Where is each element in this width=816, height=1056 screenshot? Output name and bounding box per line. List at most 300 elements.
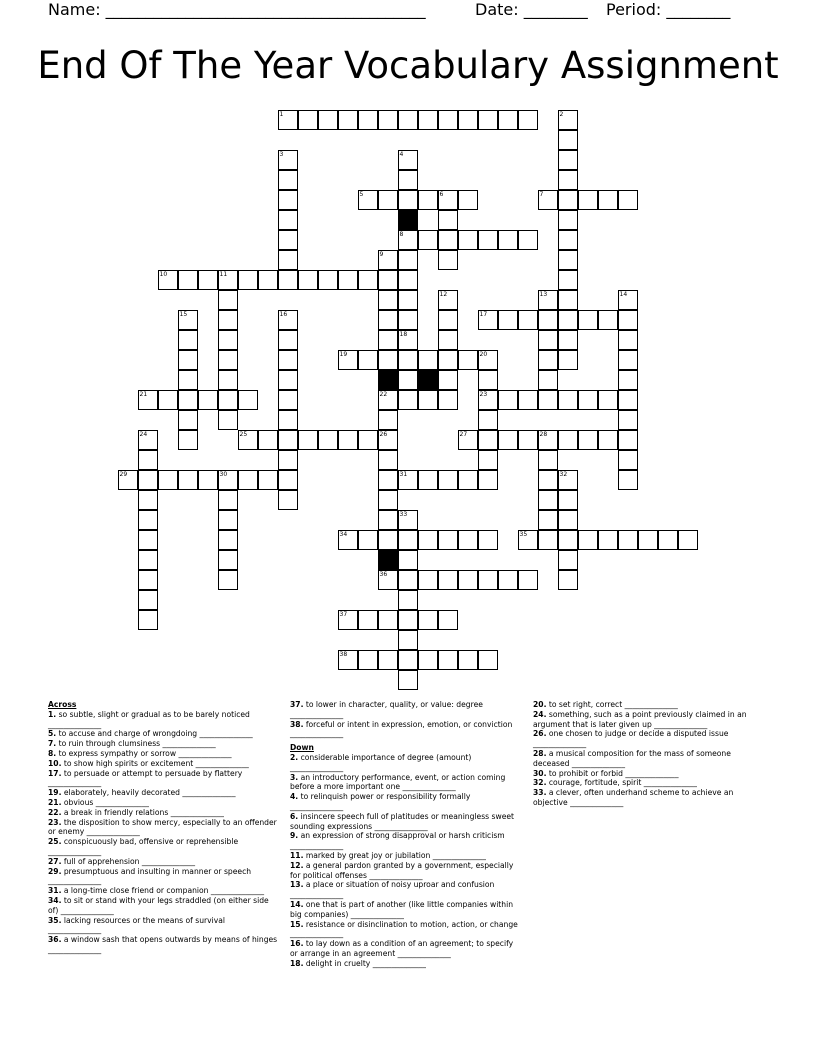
- grid-cell[interactable]: [378, 490, 398, 510]
- grid-cell[interactable]: [218, 470, 238, 490]
- grid-cell[interactable]: [238, 270, 258, 290]
- grid-cell[interactable]: [578, 430, 598, 450]
- grid-cell[interactable]: [538, 450, 558, 470]
- grid-cell[interactable]: [318, 270, 338, 290]
- grid-cell[interactable]: [558, 530, 578, 550]
- grid-cell[interactable]: [178, 370, 198, 390]
- grid-cell[interactable]: [678, 530, 698, 550]
- grid-cell[interactable]: [218, 370, 238, 390]
- grid-cell[interactable]: [418, 190, 438, 210]
- grid-cell[interactable]: [298, 430, 318, 450]
- grid-cell[interactable]: [138, 430, 158, 450]
- grid-cell[interactable]: [278, 450, 298, 470]
- grid-cell[interactable]: [218, 570, 238, 590]
- grid-cell[interactable]: [218, 550, 238, 570]
- grid-cell[interactable]: [138, 590, 158, 610]
- grid-cell[interactable]: [138, 470, 158, 490]
- grid-cell[interactable]: [378, 510, 398, 530]
- grid-cell[interactable]: [478, 350, 498, 370]
- grid-cell[interactable]: [278, 170, 298, 190]
- grid-cell[interactable]: [398, 290, 418, 310]
- clue-item: [290, 959, 522, 969]
- grid-cell[interactable]: [438, 290, 458, 310]
- clue-label-number: 31.: [48, 886, 62, 896]
- grid-cell[interactable]: [558, 210, 578, 230]
- grid-cell[interactable]: [478, 310, 498, 330]
- grid-cell[interactable]: [538, 370, 558, 390]
- grid-cell[interactable]: [358, 350, 378, 370]
- grid-cell[interactable]: [438, 230, 458, 250]
- grid-cell[interactable]: [438, 470, 458, 490]
- grid-cell[interactable]: [398, 150, 418, 170]
- grid-cell[interactable]: [438, 370, 458, 390]
- grid-cell[interactable]: [278, 250, 298, 270]
- grid-cell[interactable]: [478, 530, 498, 550]
- grid-cell[interactable]: [558, 430, 578, 450]
- grid-cell[interactable]: [618, 190, 638, 210]
- grid-cell[interactable]: [158, 470, 178, 490]
- grid-cell[interactable]: [158, 390, 178, 410]
- grid-cell[interactable]: [538, 430, 558, 450]
- grid-cell[interactable]: [578, 190, 598, 210]
- grid-cell[interactable]: [418, 530, 438, 550]
- grid-cell[interactable]: [258, 430, 278, 450]
- grid-cell[interactable]: [458, 190, 478, 210]
- clues-column-2: [290, 700, 522, 969]
- grid-cell[interactable]: [558, 350, 578, 370]
- grid-cell[interactable]: [458, 530, 478, 550]
- grid-cell[interactable]: [378, 470, 398, 490]
- grid-cell[interactable]: [498, 110, 518, 130]
- down-heading: Down: [290, 743, 314, 753]
- clue-text: the disposition to show mercy, especially to an offender or enemy ______________: [48, 817, 277, 837]
- grid-cell[interactable]: [438, 610, 458, 630]
- grid-cell[interactable]: [538, 510, 558, 530]
- grid-cell[interactable]: [518, 530, 538, 550]
- grid-cell[interactable]: [498, 570, 518, 590]
- grid-cell[interactable]: [398, 550, 418, 570]
- grid-cell[interactable]: [418, 570, 438, 590]
- grid-cell[interactable]: [618, 330, 638, 350]
- grid-cell[interactable]: [578, 530, 598, 550]
- grid-cell[interactable]: [218, 410, 238, 430]
- clue-label-number: 22.: [48, 807, 62, 817]
- grid-cell[interactable]: [458, 110, 478, 130]
- grid-cell[interactable]: [598, 390, 618, 410]
- grid-cell[interactable]: [618, 450, 638, 470]
- grid-cell[interactable]: [338, 610, 358, 630]
- grid-cell[interactable]: [658, 530, 678, 550]
- grid-cell[interactable]: [318, 110, 338, 130]
- grid-cell[interactable]: [218, 310, 238, 330]
- clue-item: [290, 812, 522, 832]
- grid-cell[interactable]: [378, 390, 398, 410]
- grid-cell[interactable]: [618, 470, 638, 490]
- clue-text: to relinquish power or responsibility formally ______________: [290, 792, 471, 811]
- grid-cell[interactable]: [278, 430, 298, 450]
- grid-cell[interactable]: [558, 170, 578, 190]
- grid-cell[interactable]: [338, 270, 358, 290]
- date-field[interactable]: Date: ________: [475, 0, 588, 19]
- grid-cell[interactable]: [138, 530, 158, 550]
- grid-cell[interactable]: [558, 310, 578, 330]
- clue-number: 21: [139, 390, 148, 398]
- grid-cell[interactable]: [438, 310, 458, 330]
- grid-cell[interactable]: [218, 350, 238, 370]
- clue-text: to express sympathy or sorrow ______________: [56, 748, 232, 758]
- grid-cell[interactable]: [298, 270, 318, 290]
- grid-cell[interactable]: [218, 510, 238, 530]
- grid-cell[interactable]: [398, 630, 418, 650]
- clue-label-number: 1.: [48, 709, 57, 719]
- clue-text: considerable importance of degree (amount) ______________: [290, 752, 472, 772]
- grid-cell[interactable]: [378, 290, 398, 310]
- clue-label-number: 17.: [48, 768, 62, 778]
- grid-cell[interactable]: [418, 650, 438, 670]
- grid-cell[interactable]: [218, 390, 238, 410]
- grid-cell[interactable]: [178, 350, 198, 370]
- grid-cell[interactable]: [438, 530, 458, 550]
- grid-cell[interactable]: [398, 310, 418, 330]
- grid-cell[interactable]: [538, 290, 558, 310]
- grid-cell[interactable]: [478, 390, 498, 410]
- clue-item: [48, 710, 280, 730]
- grid-cell[interactable]: [518, 310, 538, 330]
- grid-cell[interactable]: [358, 530, 378, 550]
- grid-cell[interactable]: [398, 650, 418, 670]
- grid-cell[interactable]: [538, 310, 558, 330]
- grid-cell[interactable]: [458, 230, 478, 250]
- grid-cell[interactable]: [438, 110, 458, 130]
- grid-cell[interactable]: [618, 430, 638, 450]
- grid-cell[interactable]: [478, 430, 498, 450]
- grid-cell[interactable]: [618, 290, 638, 310]
- grid-cell[interactable]: [418, 110, 438, 130]
- clue-number: 9: [379, 250, 384, 258]
- grid-cell[interactable]: [398, 230, 418, 250]
- grid-cell[interactable]: [258, 470, 278, 490]
- grid-cell[interactable]: [538, 530, 558, 550]
- clue-number: 27: [459, 430, 468, 438]
- grid-cell[interactable]: [178, 470, 198, 490]
- grid-cell[interactable]: [358, 650, 378, 670]
- clue-text: lacking resources or the means of survival ______________: [48, 915, 226, 935]
- grid-cell[interactable]: [218, 270, 238, 290]
- clue-item: [48, 886, 280, 896]
- grid-cell[interactable]: [178, 410, 198, 430]
- grid-cell[interactable]: [458, 570, 478, 590]
- grid-cell[interactable]: [538, 330, 558, 350]
- period-field[interactable]: Period: ________: [606, 0, 731, 19]
- grid-cell[interactable]: [378, 250, 398, 270]
- grid-cell[interactable]: [438, 330, 458, 350]
- grid-cell[interactable]: [398, 170, 418, 190]
- grid-cell[interactable]: [358, 110, 378, 130]
- grid-cell[interactable]: [358, 430, 378, 450]
- grid-cell[interactable]: [398, 370, 418, 390]
- name-field[interactable]: Name: ________________________________________: [48, 0, 426, 19]
- grid-cell[interactable]: [398, 570, 418, 590]
- grid-cell[interactable]: [618, 310, 638, 330]
- grid-cell[interactable]: [558, 550, 578, 570]
- grid-cell[interactable]: [598, 430, 618, 450]
- grid-cell[interactable]: [558, 470, 578, 490]
- grid-cell[interactable]: [278, 190, 298, 210]
- grid-cell[interactable]: [438, 650, 458, 670]
- grid-cell[interactable]: [138, 570, 158, 590]
- grid-cell[interactable]: [338, 650, 358, 670]
- clue-item: [290, 900, 522, 920]
- grid-cell[interactable]: [538, 390, 558, 410]
- grid-cell[interactable]: [378, 270, 398, 290]
- grid-cell[interactable]: [498, 390, 518, 410]
- grid-cell[interactable]: [178, 390, 198, 410]
- clue-number: 8: [399, 230, 404, 238]
- grid-cell[interactable]: [518, 430, 538, 450]
- clue-text: a musical composition for the mass of someone deceased ______________: [533, 748, 731, 768]
- grid-cell[interactable]: [518, 230, 538, 250]
- clue-item: [48, 739, 280, 749]
- grid-cell[interactable]: [378, 450, 398, 470]
- grid-cell[interactable]: [418, 230, 438, 250]
- clue-label-number: 5.: [48, 729, 57, 739]
- clue-label-number: 38.: [290, 719, 304, 729]
- grid-cell[interactable]: [478, 570, 498, 590]
- grid-cell[interactable]: [278, 390, 298, 410]
- grid-cell[interactable]: [538, 490, 558, 510]
- clue-number: 5: [359, 190, 364, 198]
- grid-cell[interactable]: [178, 310, 198, 330]
- grid-cell[interactable]: [338, 110, 358, 130]
- grid-cell[interactable]: [278, 330, 298, 350]
- grid-cell[interactable]: [258, 270, 278, 290]
- grid-cell[interactable]: [398, 110, 418, 130]
- grid-cell[interactable]: [278, 310, 298, 330]
- grid-cell[interactable]: [498, 230, 518, 250]
- clue-number: 33: [399, 510, 408, 518]
- clue-item: [290, 920, 522, 940]
- grid-cell[interactable]: [578, 310, 598, 330]
- grid-cell[interactable]: [558, 110, 578, 130]
- grid-cell[interactable]: [138, 550, 158, 570]
- grid-cell[interactable]: [618, 530, 638, 550]
- clue-label-number: 25.: [48, 837, 62, 847]
- grid-cell[interactable]: [378, 570, 398, 590]
- grid-cell[interactable]: [338, 530, 358, 550]
- grid-cell[interactable]: [218, 490, 238, 510]
- grid-cell[interactable]: [598, 190, 618, 210]
- grid-cell[interactable]: [138, 610, 158, 630]
- grid-cell[interactable]: [358, 190, 378, 210]
- grid-cell[interactable]: [458, 430, 478, 450]
- grid-cell[interactable]: [458, 470, 478, 490]
- grid-cell[interactable]: [518, 110, 538, 130]
- grid-cell[interactable]: [478, 370, 498, 390]
- grid-cell[interactable]: [558, 250, 578, 270]
- grid-cell[interactable]: [178, 330, 198, 350]
- grid-cell[interactable]: [538, 350, 558, 370]
- clue-text: so subtle, slight or gradual as to be barely noticed ______________: [48, 709, 250, 729]
- grid-cell[interactable]: [278, 490, 298, 510]
- grid-cell[interactable]: [558, 570, 578, 590]
- grid-cell[interactable]: [238, 430, 258, 450]
- grid-cell[interactable]: [278, 210, 298, 230]
- grid-cell[interactable]: [278, 370, 298, 390]
- grid-cell[interactable]: [478, 410, 498, 430]
- grid-cell[interactable]: [558, 490, 578, 510]
- grid-cell[interactable]: [558, 290, 578, 310]
- grid-cell[interactable]: [398, 670, 418, 690]
- grid-cell[interactable]: [518, 570, 538, 590]
- grid-cell[interactable]: [378, 410, 398, 430]
- clue-number: 31: [399, 470, 408, 478]
- grid-cell[interactable]: [418, 350, 438, 370]
- grid-cell[interactable]: [398, 390, 418, 410]
- grid-block: [378, 550, 398, 570]
- grid-cell[interactable]: [318, 430, 338, 450]
- grid-cell[interactable]: [558, 190, 578, 210]
- grid-cell[interactable]: [378, 190, 398, 210]
- grid-cell[interactable]: [478, 470, 498, 490]
- grid-cell[interactable]: [498, 430, 518, 450]
- clue-number: 26: [379, 430, 388, 438]
- grid-cell[interactable]: [558, 510, 578, 530]
- grid-cell[interactable]: [398, 250, 418, 270]
- clue-item: [533, 788, 765, 808]
- grid-cell[interactable]: [378, 110, 398, 130]
- grid-cell[interactable]: [218, 330, 238, 350]
- grid-cell[interactable]: [118, 470, 138, 490]
- grid-cell[interactable]: [398, 530, 418, 550]
- grid-cell[interactable]: [138, 510, 158, 530]
- grid-cell[interactable]: [578, 390, 598, 410]
- grid-cell[interactable]: [398, 270, 418, 290]
- grid-cell[interactable]: [278, 350, 298, 370]
- grid-cell[interactable]: [558, 150, 578, 170]
- clue-text: to ruin through clumsiness ______________: [56, 739, 216, 749]
- grid-cell[interactable]: [398, 470, 418, 490]
- clue-text: a window sash that opens outwards by means of hinges ______________: [48, 935, 278, 954]
- grid-cell[interactable]: [158, 270, 178, 290]
- grid-cell[interactable]: [198, 470, 218, 490]
- grid-cell[interactable]: [378, 330, 398, 350]
- grid-cell[interactable]: [478, 450, 498, 470]
- grid-cell[interactable]: [538, 470, 558, 490]
- grid-cell[interactable]: [138, 490, 158, 510]
- clue-number: 25: [239, 430, 248, 438]
- grid-cell[interactable]: [478, 110, 498, 130]
- grid-cell[interactable]: [278, 110, 298, 130]
- grid-cell[interactable]: [558, 270, 578, 290]
- grid-cell[interactable]: [378, 530, 398, 550]
- clue-label-number: 28.: [533, 748, 547, 758]
- grid-cell[interactable]: [178, 270, 198, 290]
- grid-cell[interactable]: [598, 530, 618, 550]
- grid-cell[interactable]: [338, 430, 358, 450]
- grid-cell[interactable]: [238, 470, 258, 490]
- grid-cell[interactable]: [558, 390, 578, 410]
- grid-cell[interactable]: [198, 390, 218, 410]
- grid-cell[interactable]: [398, 190, 418, 210]
- grid-cell[interactable]: [358, 270, 378, 290]
- grid-cell[interactable]: [438, 350, 458, 370]
- grid-cell[interactable]: [558, 230, 578, 250]
- grid-cell[interactable]: [418, 470, 438, 490]
- grid-cell[interactable]: [278, 270, 298, 290]
- grid-cell[interactable]: [398, 350, 418, 370]
- grid-cell[interactable]: [218, 290, 238, 310]
- grid-cell[interactable]: [598, 310, 618, 330]
- grid-cell[interactable]: [398, 590, 418, 610]
- grid-cell[interactable]: [638, 530, 658, 550]
- clue-label-number: 20.: [533, 700, 547, 709]
- grid-cell[interactable]: [558, 130, 578, 150]
- grid-cell[interactable]: [538, 190, 558, 210]
- grid-cell[interactable]: [518, 390, 538, 410]
- grid-cell[interactable]: [418, 390, 438, 410]
- grid-cell[interactable]: [378, 650, 398, 670]
- grid-cell[interactable]: [278, 230, 298, 250]
- grid-cell[interactable]: [398, 610, 418, 630]
- grid-cell[interactable]: [358, 610, 378, 630]
- grid-cell[interactable]: [558, 330, 578, 350]
- clue-text: to sit or stand with your legs straddled (on either side of) ______________: [48, 895, 269, 915]
- grid-cell[interactable]: [378, 430, 398, 450]
- clue-text: courage, fortitude, spirit ______________: [546, 778, 697, 788]
- grid-cell[interactable]: [218, 530, 238, 550]
- grid-cell[interactable]: [438, 250, 458, 270]
- grid-cell[interactable]: [418, 610, 438, 630]
- clue-text: resistance or disinclination to motion, action, or change ______________: [290, 919, 518, 939]
- grid-cell[interactable]: [398, 330, 418, 350]
- grid-cell[interactable]: [438, 570, 458, 590]
- grid-cell[interactable]: [178, 430, 198, 450]
- clue-item: [290, 880, 522, 900]
- grid-cell[interactable]: [338, 350, 358, 370]
- grid-cell[interactable]: [438, 210, 458, 230]
- grid-cell[interactable]: [398, 510, 418, 530]
- grid-cell[interactable]: [438, 390, 458, 410]
- clue-text: forceful or intent in expression, emotion, or conviction ______________: [290, 719, 513, 739]
- grid-cell[interactable]: [198, 270, 218, 290]
- grid-cell[interactable]: [278, 470, 298, 490]
- grid-cell[interactable]: [478, 230, 498, 250]
- clue-item: [290, 939, 522, 959]
- clue-text: to persuade or attempt to persuade by flattery ______________: [48, 768, 243, 788]
- clue-item: [48, 759, 280, 769]
- grid-cell[interactable]: [378, 350, 398, 370]
- clue-label-number: 33.: [533, 788, 547, 798]
- grid-cell[interactable]: [138, 390, 158, 410]
- grid-cell[interactable]: [618, 350, 638, 370]
- grid-cell[interactable]: [458, 650, 478, 670]
- grid-cell[interactable]: [378, 310, 398, 330]
- clue-item: [290, 720, 522, 740]
- grid-cell[interactable]: [438, 190, 458, 210]
- grid-cell[interactable]: [618, 390, 638, 410]
- grid-cell[interactable]: [618, 370, 638, 390]
- grid-cell[interactable]: [458, 350, 478, 370]
- grid-cell[interactable]: [138, 450, 158, 470]
- grid-cell[interactable]: [498, 310, 518, 330]
- grid-cell[interactable]: [238, 390, 258, 410]
- grid-cell[interactable]: [278, 150, 298, 170]
- grid-cell[interactable]: [298, 110, 318, 130]
- grid-cell[interactable]: [278, 410, 298, 430]
- grid-cell[interactable]: [618, 410, 638, 430]
- grid-cell[interactable]: [378, 610, 398, 630]
- grid-cell[interactable]: [478, 650, 498, 670]
